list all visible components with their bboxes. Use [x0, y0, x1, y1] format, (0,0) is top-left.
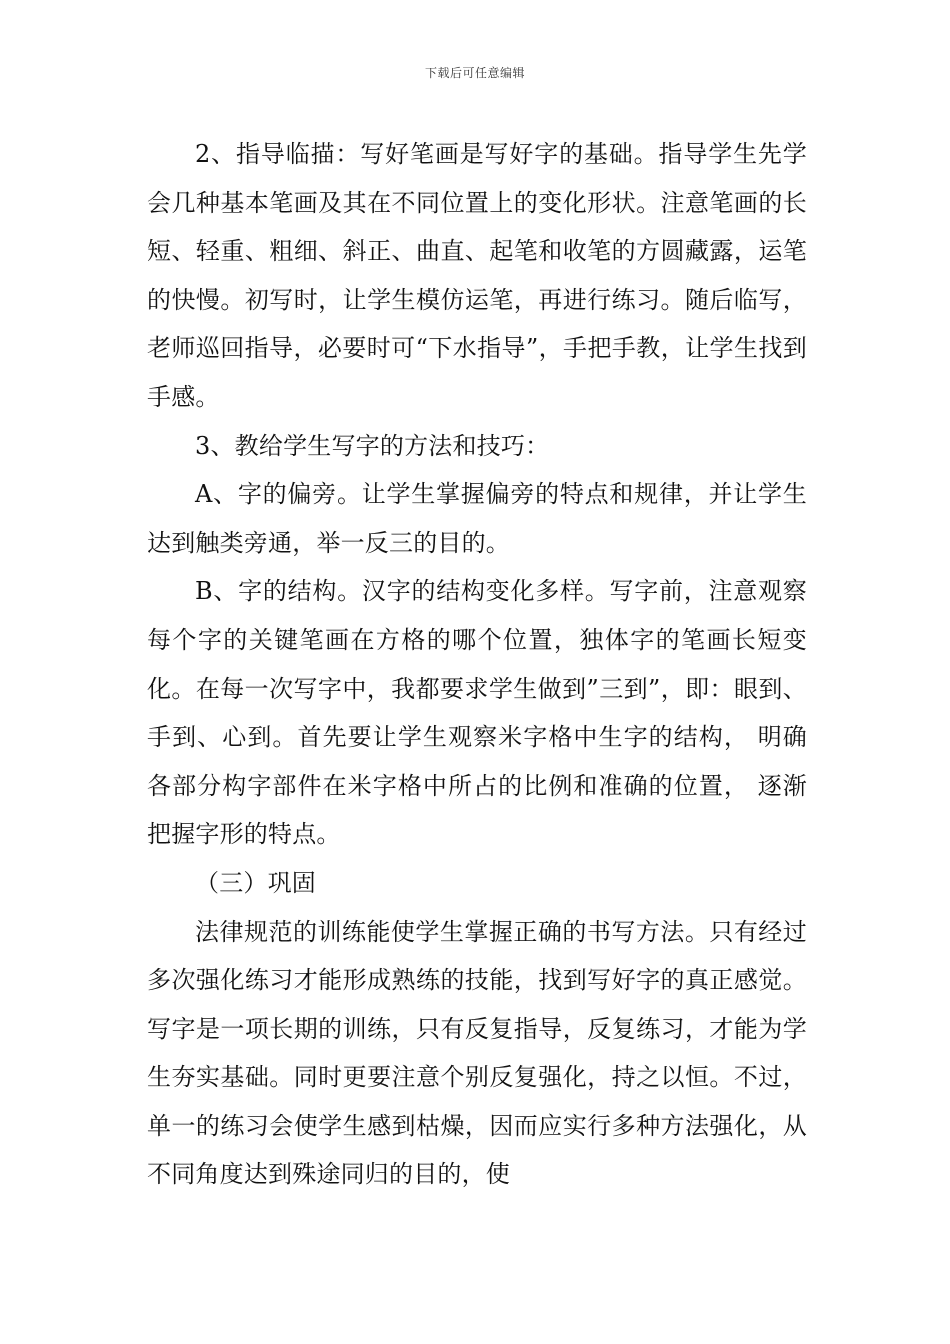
paragraph-methods-heading: 3、教给学生写字的方法和技巧：: [195, 431, 550, 460]
paragraph-radicals: A、字的偏旁。让学生掌握偏旁的特点和规律，并让学生达到触类旁通，举一反三的目的。: [147, 480, 807, 557]
section-heading-consolidation: （三）巩固: [195, 868, 316, 897]
page-header: 下载后可任意编辑: [424, 66, 525, 80]
paragraph-structure: B、字的结构。汉字的结构变化多样。写字前，注意观察每个字的关键笔画在方格的哪个位置，独体字的笔画长短变化。在每一次写字中，我都要求学生做到”三到”，即：眼到、手到、心到。首先要让学生观察米字格中生字的结构， 明确各部分构字部件在米字格中所占的比例和准确的位置， 逐渐把握字形的特点。: [147, 577, 807, 849]
document-body: [147, 130, 807, 1199]
paragraph-consolidation: 法律规范的训练能使学生掌握正确的书写方法。只有经过多次强化练习才能形成熟练的技能，找到写好字的真正感觉。写字是一项长期的训练，只有反复指导，反复练习，才能为学生夯实基础。同时更要注意个别反复强化，持之以恒。不过，单一的练习会使学生感到枯燥，因而应实行多种方法强化，从不同角度达到殊途同归的目的，使: [147, 917, 807, 1189]
paragraph-guided-tracing: 2、指导临描：写好笔画是写好字的基础。指导学生先学会几种基本笔画及其在不同位置上的变化形状。注意笔画的长短、轻重、粗细、斜正、曲直、起笔和收笔的方圆藏露，运笔的快慢。初写时，让学生模仿运笔，再进行练习。随后临写，老师巡回指导，必要时可“下水指导”，手把手教，让学生找到手感。: [147, 140, 807, 411]
